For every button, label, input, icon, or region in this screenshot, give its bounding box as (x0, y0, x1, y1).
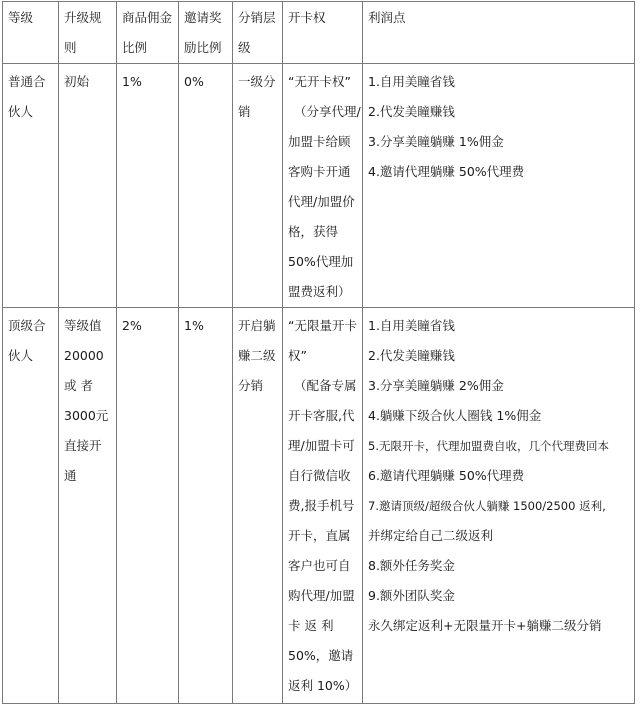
header-invite-reward-line: 励比例 (184, 40, 222, 55)
card-right-line: 50%代理加 (288, 254, 354, 269)
header-upgrade-rule (59, 2, 117, 64)
header-upgrade-rule-line: 则 (64, 40, 77, 55)
card-right-line: （分享代理/ (294, 104, 361, 119)
distribution-line: 销 (238, 104, 251, 119)
profit-item: 永久绑定返利+无限量开卡+躺赚二级分销 (368, 618, 602, 633)
profit-item: 9.额外团队奖金 (368, 588, 455, 603)
cell-invite-reward (179, 64, 233, 308)
profit-item: 3.分享美瞳躺赚 1%佣金 (368, 134, 504, 149)
card-right-line: 费,报手机号 (288, 498, 355, 513)
upgrade-rule-line: 初始 (64, 74, 90, 89)
profit-item: 1.自用美瞳省钱 (368, 74, 455, 89)
card-right-line: 开卡客服,代 (288, 408, 355, 423)
card-right-line: 权” (288, 348, 307, 363)
profit-item: 1.自用美瞳省钱 (368, 318, 455, 333)
commission-value: 1% (122, 74, 142, 89)
upgrade-rule-line: 或 者 (64, 378, 93, 393)
cell-card-right (283, 64, 363, 308)
card-right-line: “无限量开卡 (288, 318, 357, 333)
header-distribution-line: 级 (238, 40, 251, 55)
card-right-line: 开卡，直属 (288, 528, 351, 543)
cell-commission (117, 64, 179, 308)
header-invite-reward (179, 2, 233, 64)
header-card-right (283, 2, 363, 64)
cell-invite-reward (179, 308, 233, 704)
card-right-line: 卡 返 利 (288, 618, 334, 633)
header-commission (117, 2, 179, 64)
card-right-line: 50%，邀请 (288, 648, 354, 663)
header-profit (363, 2, 635, 64)
card-right-line: 返利 10%） (288, 678, 358, 693)
upgrade-rule-line: 通 (64, 468, 77, 483)
cell-profit (363, 308, 635, 704)
upgrade-rule-line: 3000元 (64, 408, 109, 423)
card-right-line: （配备专属 (294, 378, 357, 393)
card-right-line: 购代理/加盟 (288, 588, 355, 603)
distribution-line: 一级分 (238, 74, 276, 89)
level-line: 顶级合 (8, 318, 46, 333)
profit-item: 6.邀请代理躺赚 50%代理费 (368, 468, 525, 483)
table-row-top-partner (3, 308, 635, 704)
card-right-line: 加盟卡给顾 (288, 134, 351, 149)
header-distribution-line: 分销层 (238, 10, 276, 25)
card-right-line: 客购卡开通 (288, 164, 351, 179)
cell-commission (117, 308, 179, 704)
level-line: 伙人 (8, 348, 34, 363)
invite-reward-value: 1% (184, 318, 204, 333)
profit-item: 5.无限开卡，代理加盟费自收，几个代理费回本 (368, 439, 609, 453)
cell-level (3, 64, 59, 308)
level-line: 伙人 (8, 104, 34, 119)
distribution-line: 分销 (238, 378, 264, 393)
table-row-ordinary-partner (3, 64, 635, 308)
card-right-line: 格，获得 (288, 224, 339, 239)
cell-upgrade-rule (59, 308, 117, 704)
header-level (3, 2, 59, 64)
profit-item: 7.邀请顶级/超级合伙人躺赚 1500/2500 返利, (368, 499, 606, 513)
header-upgrade-rule-line: 升级规 (64, 10, 102, 25)
profit-item: 4.躺赚下级合伙人圈钱 1%佣金 (368, 408, 542, 423)
profit-item: 并绑定给自己二级返利 (368, 528, 494, 543)
profit-item: 3.分享美瞳躺赚 2%佣金 (368, 378, 504, 393)
cell-distribution (233, 64, 283, 308)
level-line: 普通合 (8, 74, 46, 89)
card-right-line: 代理/加盟价 (288, 194, 355, 209)
profit-item: 4.邀请代理躺赚 50%代理费 (368, 164, 525, 179)
header-commission-line: 商品佣金 (122, 10, 173, 25)
cell-level (3, 308, 59, 704)
header-row (3, 2, 635, 64)
card-right-line: 理/加盟卡可 (288, 438, 355, 453)
upgrade-rule-line: 直接开 (64, 438, 102, 453)
header-distribution (233, 2, 283, 64)
card-right-line: 自行微信收 (288, 468, 351, 483)
upgrade-rule-line: 20000 (64, 348, 104, 363)
card-right-line: “无开卡权” (288, 74, 351, 89)
commission-value: 2% (122, 318, 142, 333)
cell-card-right (283, 308, 363, 704)
header-card-right-line: 开卡权 (288, 10, 326, 25)
cell-upgrade-rule (59, 64, 117, 308)
card-right-line: 客户也可自 (288, 558, 351, 573)
membership-level-table (2, 1, 635, 704)
invite-reward-value: 0% (184, 74, 204, 89)
header-commission-line: 比例 (122, 40, 148, 55)
distribution-line: 赚二级 (238, 348, 276, 363)
card-right-line: 盟费返利） (288, 284, 351, 299)
header-profit-line: 利润点 (368, 10, 406, 25)
profit-item: 2.代发美瞳赚钱 (368, 104, 455, 119)
cell-distribution (233, 308, 283, 704)
header-invite-reward-line: 邀请奖 (184, 10, 222, 25)
header-level-line: 等级 (8, 10, 34, 25)
distribution-line: 开启躺 (238, 318, 276, 333)
cell-profit (363, 64, 635, 308)
upgrade-rule-line: 等级值 (64, 318, 102, 333)
profit-item: 2.代发美瞳赚钱 (368, 348, 455, 363)
profit-item: 8.额外任务奖金 (368, 558, 455, 573)
